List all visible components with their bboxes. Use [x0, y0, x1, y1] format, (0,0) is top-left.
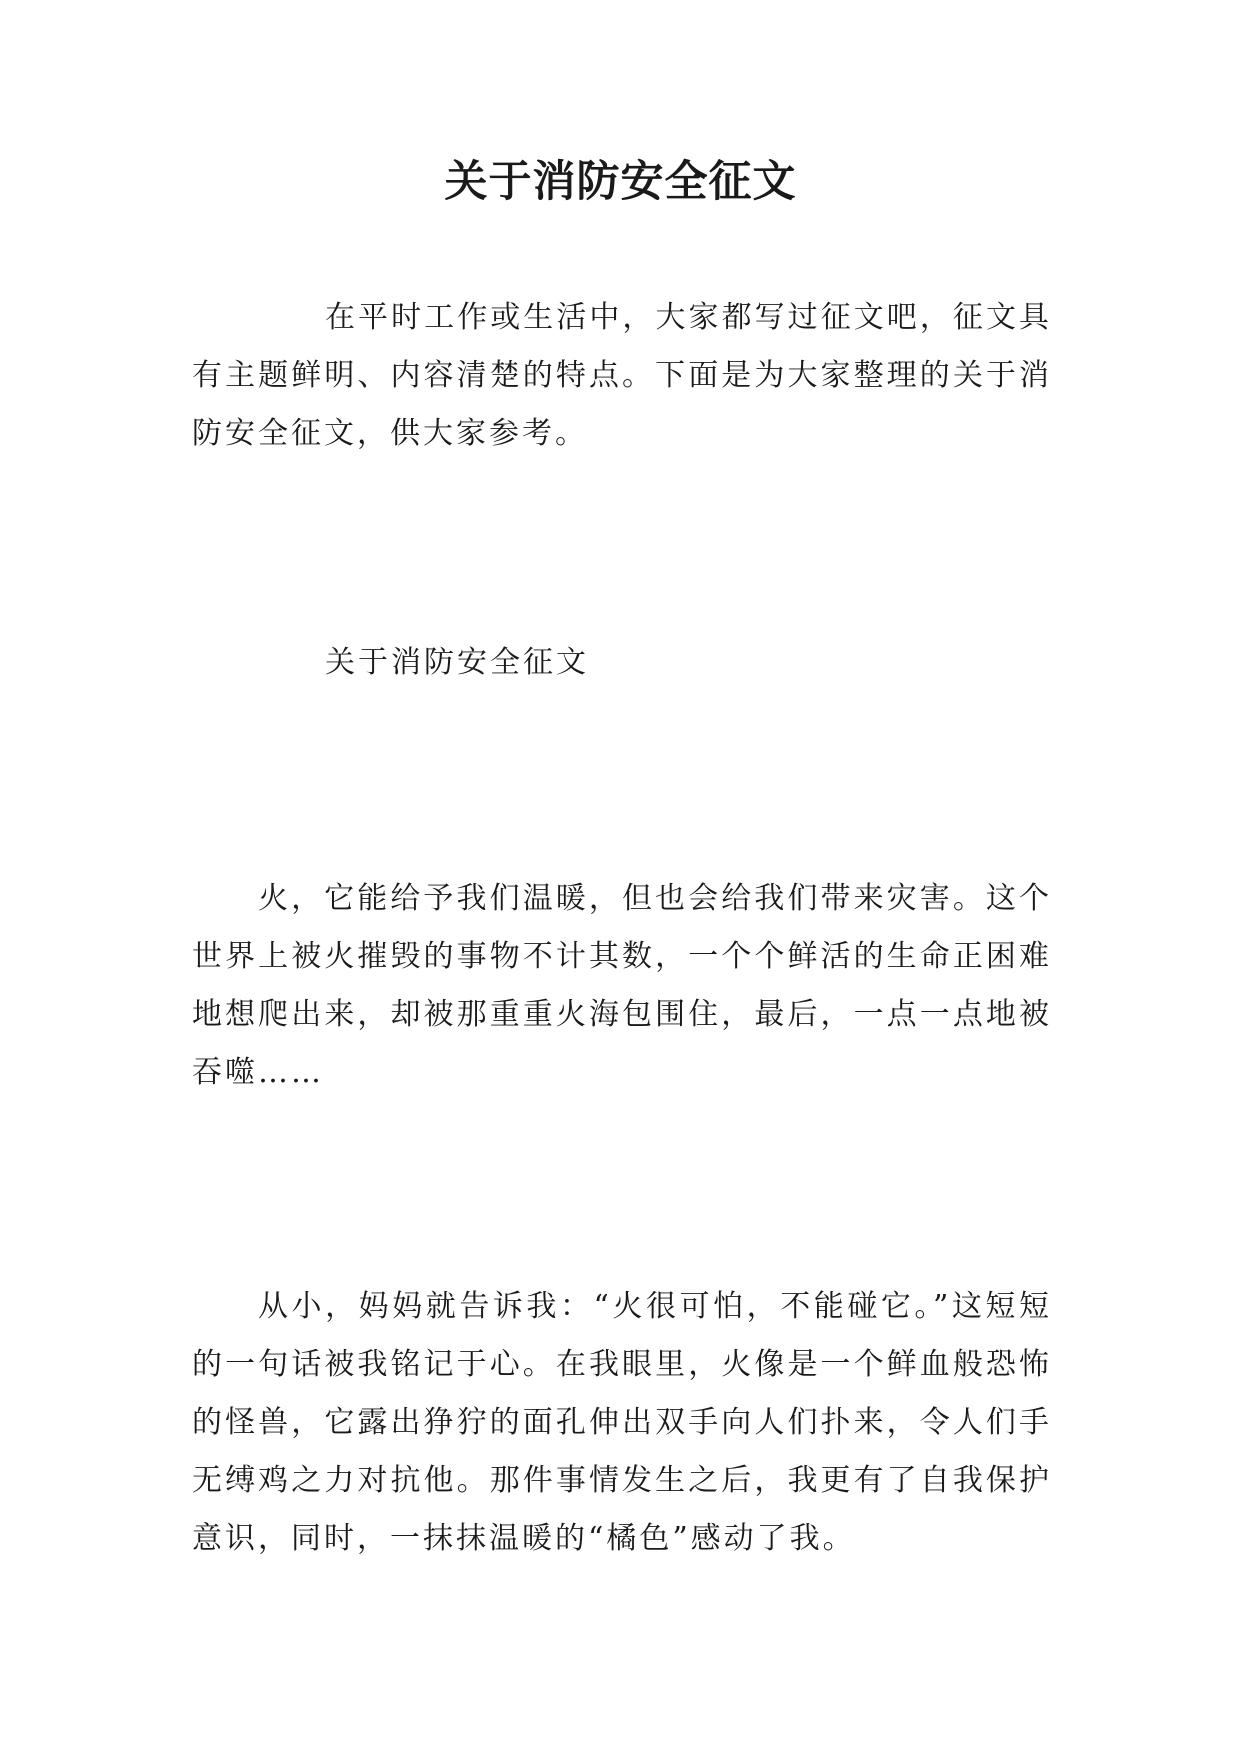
document-title: 关于消防安全征文: [444, 157, 797, 207]
intro-paragraph: 在平时工作或生活中，大家都写过征文吧，征文具有主题鲜明、内容清楚的特点。下面是为大家整理的关于消防安全征文，供大家参考。: [192, 300, 1052, 451]
body-paragraph-2: 从小，妈妈就告诉我：“火很可怕，不能碰它。”这短短的一句话被我铭记于心。在我眼里，火像是一个鲜血般恐怖的怪兽，它露出狰狞的面孔伸出双手向人们扑来，令人们手无缚鸡之力对抗他。那件事情发生之后，我更有了自我保护意识，同时，一抹抹温暖的“橘色”感动了我。: [192, 1289, 1052, 1556]
body-paragraph-1: 火，它能给予我们温暖，但也会给我们带来灾害。这个世界上被火摧毁的事物不计其数，一个个鲜活的生命正困难地想爬出来，却被那重重火海包围住，最后，一点一点地被吞噬……: [192, 881, 1052, 1090]
section-subheading: 关于消防安全征文: [325, 645, 589, 680]
